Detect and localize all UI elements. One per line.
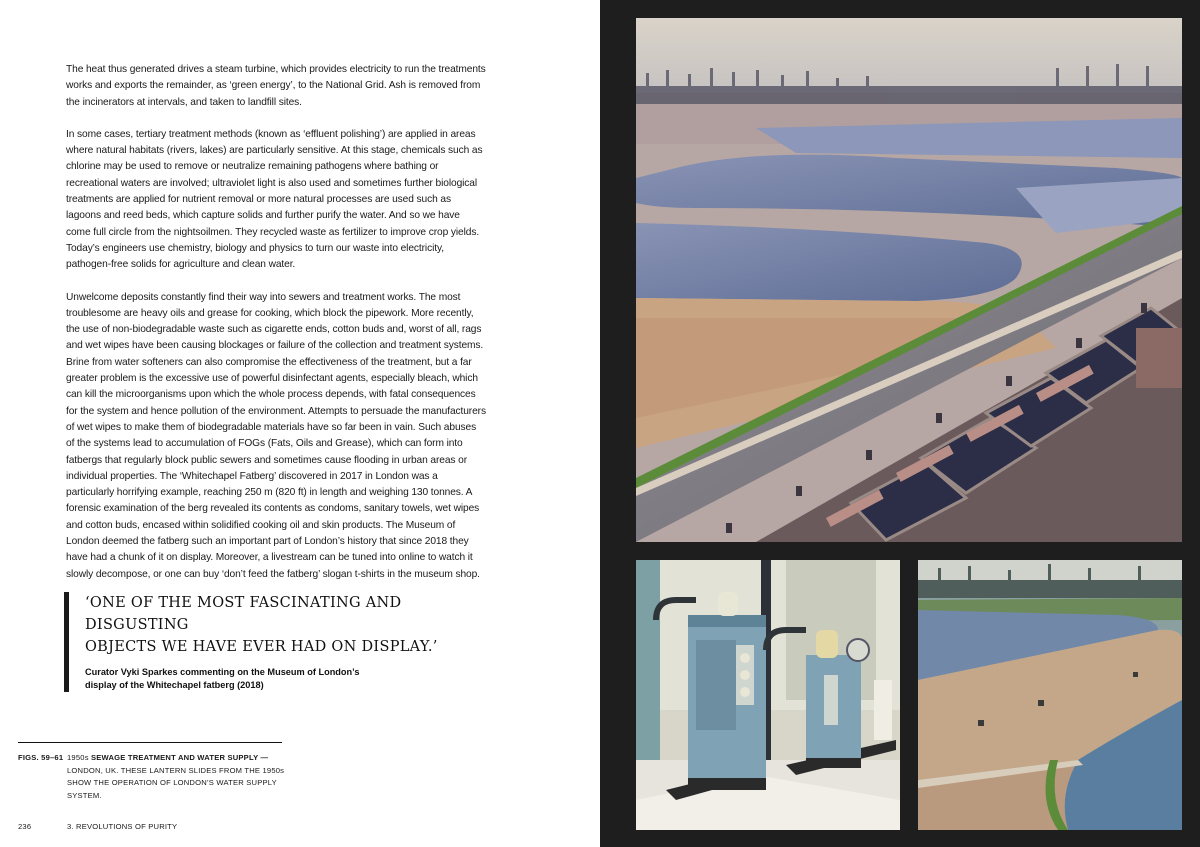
caption-heading: SEWAGE TREATMENT AND WATER SUPPLY — [91, 753, 269, 762]
attribution-line-2: display of the Whitechapel fatberg (2018) [85, 680, 264, 690]
quote-line-2: OBJECTS WE HAVE EVER HAD ON DISPLAY.’ [85, 639, 438, 655]
chapter-title: 3. REVOLUTIONS OF PURITY [67, 822, 178, 831]
paragraph-2: In some cases, tertiary treatment methods (known as ‘effluent polishing’) are applied in areas where natural habitats (rivers, lakes) are particularly sensitive. At this stage, chemicals such as chlorine may be used to remove or neutralize remaining pathogens where bathing or recreational waters are involved; ultraviolet light is also used and sometimes further biological treatments are applied for nutrient removal or more natural processes are used such as lagoons and reed beds, which capture solids and further purify the water. And so we have come full circle from the nightsoilmen. They recycled waste as fertilizer to improve crop yields. Today’s engineers use chemistry, biology and physics to turn our waste into electricity, pathogen-free solids for agriculture and clean water. [66, 128, 483, 271]
pull-quote [64, 592, 505, 692]
caption-year: 1950s [67, 753, 89, 762]
filter-bed-image [918, 560, 1182, 830]
page-footer [18, 822, 177, 831]
figure-caption [18, 752, 298, 802]
paragraph-1: The heat thus generated drives a steam turbine, which provides electricity to run the treatments works and exports the remainder, as ‘green energy’, to the National Grid. Ash is removed from the incinerators at intervals, and taken to landfill sites. [66, 64, 486, 108]
photo-treatment-works-aerial [636, 18, 1182, 542]
paragraph-3: Unwelcome deposits constantly find their way into sewers and treatment works. The most troublesome are heavy oils and grease for cooking, which block the pipework. More recently, the use of non-biodegradable waste such as cigarette ends, cotton buds and, worst of all, rags and wet wipes have been causing blockages or failure of the collection and treatment systems. Brine from water softeners can also compromise the effectiveness of the treatment, but a far greater problem is the excessive use of powerful disinfectant agents, especially bleach, which can kill the microorganisms upon which the whole process depends, with fatal consequences for the system and hence pollution of the environment. Attempts to persuade the manufacturers of wet wipes to make them of biodegradable materials have so far been in vain. Such abuses of the systems lead to accumulation of FOGs (Fats, Oils and Grease), which can form into fatbergs that regularly block public sewers and sometimes cause flooding in urban areas or individual properties. The ‘Whitechapel Fatberg’ discovered in 2017 in London was a particularly horrifying example, reaching 250 m (820 ft) in length and weighing 130 tonnes. A forensic examination of the berg revealed its contents as condoms, sanitary towels, wet wipes and cotton buds, encased within solidified cooking oil and skin products. The Museum of London deemed the fatberg such an important part of London’s history that since 2018 they have had a chunk of it on display. Moreover, a livestream can be tuned into online to watch it slowly decompose, or one can buy ‘don’t feed the fatberg’ slogan t-shirts in the museum shop. [66, 291, 486, 580]
caption-divider [18, 742, 282, 743]
attribution-line-1: Curator Vyki Sparkes commenting on the Museum of London’s [85, 667, 360, 677]
page-number: 236 [18, 822, 32, 831]
caption-line-3: SHOW THE OPERATION OF LONDON’S WATER SUPPLY SYSTEM. [67, 778, 277, 800]
treatment-basins-image [636, 18, 1182, 542]
quote-line-1: ‘ONE OF THE MOST FASCINATING AND DISGUSTING [85, 595, 402, 633]
photo-filter-bed [918, 560, 1182, 830]
photo-pump-room [636, 560, 900, 830]
body-text [66, 62, 486, 599]
quote-text [85, 592, 505, 658]
caption-line-2: LONDON, UK. THESE LANTERN SLIDES FROM THE 1950s [67, 765, 285, 775]
figure-label: FIGS. 59–61 [18, 753, 64, 762]
quote-attribution [85, 666, 365, 692]
pump-machinery-image [636, 560, 900, 830]
